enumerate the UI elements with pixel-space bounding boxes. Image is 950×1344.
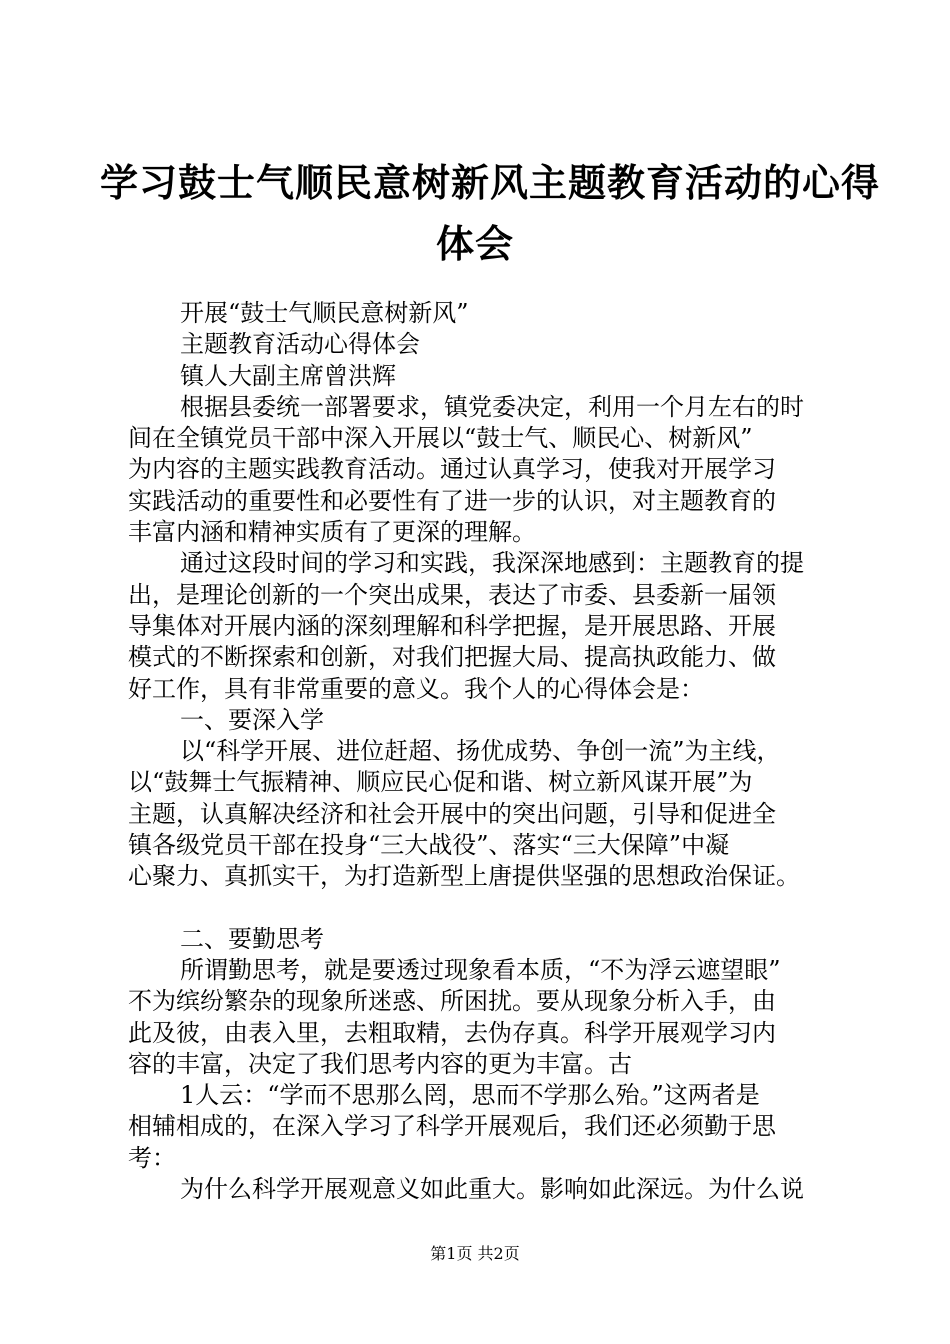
paragraph-line: 为什么科学开展观意义如此重大。影响如此深远。为什么说: [180, 1175, 804, 1204]
paragraph-line: 为内容的主题实践教育活动。通过认真学习，使我对开展学习: [128, 455, 776, 484]
paragraph-line: 以“鼓舞士气振精神、顺应民心促和谐、树立新风谋开展”为: [128, 768, 753, 797]
paragraph-line: 心聚力、真抓实干，为打造新型上唐提供坚强的思想政治保证。: [128, 862, 800, 891]
paragraph-line: 好工作，具有非常重要的意义。我个人的心得体会是：: [128, 674, 704, 703]
document-title-line-1: 学习鼓士气顺民意树新风主题教育活动的心得: [100, 161, 881, 205]
subtitle-line: 开展“鼓士气顺民意树新风”: [180, 299, 469, 327]
paragraph-line: 此及彼，由表入里，去粗取精，去伪存真。科学开展观学习内: [128, 1018, 776, 1047]
paragraph-line: 所谓勤思考，就是要透过现象看本质，“不为浮云遮望眼”: [180, 955, 781, 984]
paragraph-line: 以“科学开展、进位赶超、扬优成势、争创一流”为主线，: [180, 737, 781, 766]
document-body: [128, 298, 838, 1205]
author-line: 镇人大副主席曾洪辉: [180, 361, 396, 390]
paragraph-line: 间在全镇党员干部中深入开展以“鼓士气、顺民心、树新风”: [128, 424, 753, 453]
subtitle-line: 主题教育活动心得体会: [180, 330, 420, 359]
page-number-footer: 第1页 共2页: [430, 1244, 520, 1263]
paragraph-line: 主题，认真解决经济和社会开展中的突出问题，引导和促进全: [128, 799, 776, 828]
section-heading: 二、要勤思考: [180, 924, 324, 953]
paragraph-line: 导集体对开展内涵的深刻理解和科学把握，是开展思路、开展: [128, 611, 776, 640]
paragraph-line: 出，是理论创新的一个突出成果，表达了市委、县委新一届领: [128, 580, 776, 609]
paragraph-line: 实践活动的重要性和必要性有了进一步的认识，对主题教育的: [128, 486, 776, 515]
paragraph-line: 根据县委统一部署要求，镇党委决定，利用一个月左右的时: [180, 392, 804, 421]
paragraph-line: 考：: [128, 1143, 176, 1172]
section-heading: 一、要深入学: [180, 705, 324, 734]
paragraph-spacer: [128, 893, 838, 924]
paragraph-line: 容的丰富，决定了我们思考内容的更为丰富。古: [128, 1049, 632, 1078]
paragraph-line: 丰富内涵和精神实质有了更深的理解。: [128, 518, 536, 547]
document-title-line-2: 体会: [435, 222, 514, 266]
paragraph-line: 相辅相成的，在深入学习了科学开展观后，我们还必须勤于思: [128, 1112, 776, 1141]
paragraph-line: 通过这段时间的学习和实践，我深深地感到：主题教育的提: [180, 549, 804, 578]
paragraph-line: 不为缤纷繁杂的现象所迷惑、所困扰。要从现象分析入手，由: [128, 987, 776, 1016]
paragraph-line: 镇各级党员干部在投身“三大战役”、落实“三大保障”中凝: [128, 831, 730, 860]
paragraph-line: 模式的不断探索和创新，对我们把握大局、提高执政能力、做: [128, 643, 776, 672]
paragraph-line: 1人云：“学而不思那么罔，思而不学那么殆。”这两者是: [180, 1081, 760, 1110]
